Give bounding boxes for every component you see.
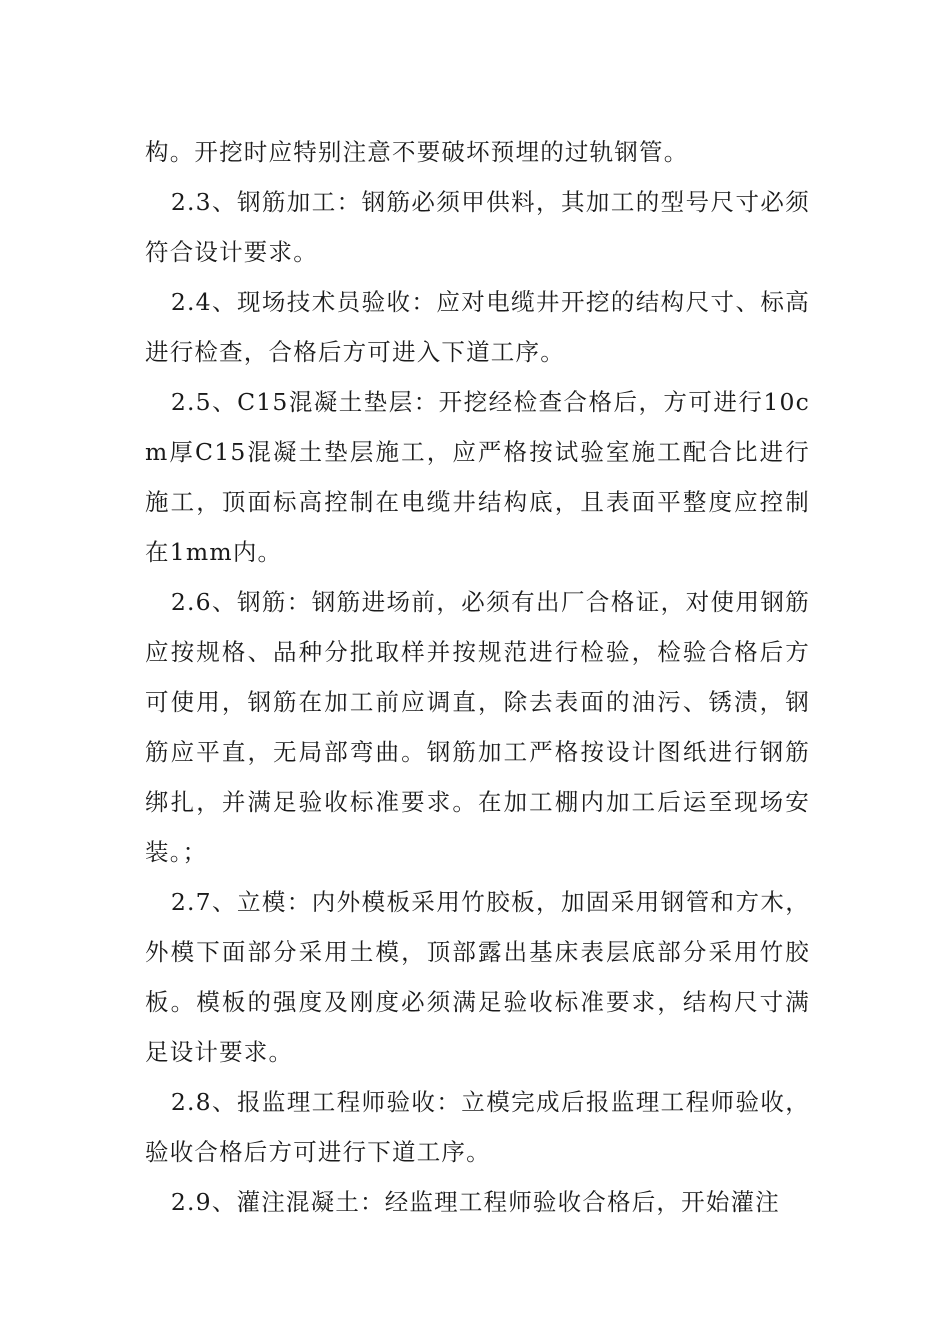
paragraph-2-3-rebar-processing: 2.3、钢筋加工：钢筋必须甲供料，其加工的型号尺寸必须符合设计要求。	[145, 188, 810, 266]
document-body	[145, 127, 810, 1227]
paragraph-2-4-site-inspection: 2.4、现场技术员验收：应对电缆井开挖的结构尺寸、标高进行检查，合格后方可进入下道工序。	[145, 288, 810, 366]
paragraph-2-6-rebar: 2.6、钢筋：钢筋进场前，必须有出厂合格证，对使用钢筋应按规格、品种分批取样并按规范进行检验，检验合格后方可使用，钢筋在加工前应调直，除去表面的油污、锈渍，钢筋应平直，无局部弯曲。钢筋加工严格按设计图纸进行钢筋绑扎，并满足验收标准要求。在加工棚内加工后运至现场安装。；	[145, 588, 810, 866]
paragraph-2-7-formwork: 2.7、立模：内外模板采用竹胶板，加固采用钢管和方木，外模下面部分采用土模，顶部露出基床表层底部分采用竹胶板。模板的强度及刚度必须满足验收标准要求，结构尺寸满足设计要求。	[145, 888, 810, 1066]
paragraph-2-8-supervisor-acceptance: 2.8、报监理工程师验收：立模完成后报监理工程师验收，验收合格后方可进行下道工序。	[145, 1088, 810, 1166]
paragraph-continuation: 构。开挖时应特别注意不要破坏预埋的过轨钢管。	[145, 138, 689, 166]
paragraph-2-5-concrete-cushion: 2.5、C15混凝土垫层：开挖经检查合格后，方可进行10cm厚C15混凝土垫层施工，应严格按试验室施工配合比进行施工，顶面标高控制在电缆井结构底，且表面平整度应控制在1mm内。	[145, 388, 810, 566]
paragraph-2-9-pour-concrete: 2.9、灌注混凝土：经监理工程师验收合格后，开始灌注	[170, 1188, 780, 1216]
